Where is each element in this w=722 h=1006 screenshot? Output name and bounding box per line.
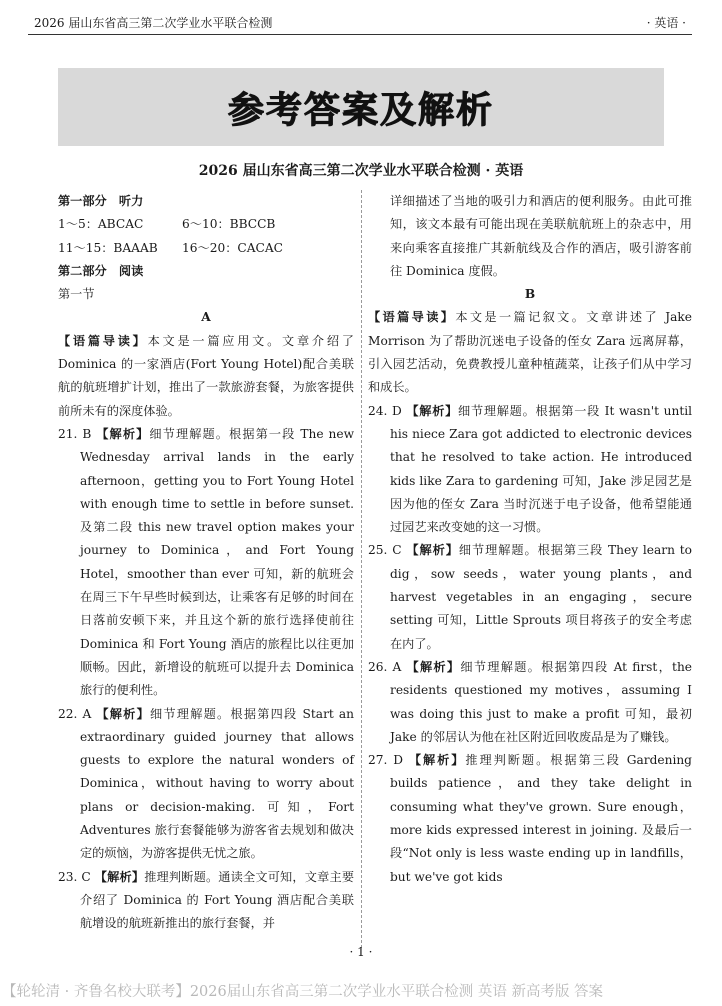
analysis-tag: 【解析】	[406, 659, 461, 674]
watermark-footer: 【轮轮清 · 齐鲁名校大联考】2026届山东省高三第二次学业水平联合检测 英语 新高考版 答案	[2, 984, 604, 1000]
passage-a-intro	[58, 330, 354, 423]
question-number: 22. A	[58, 706, 92, 721]
question-23	[58, 866, 354, 936]
intro-text: 本文是一篇应用文。文章介绍了 Dominica 的一家酒店(Fort Young Hotel)配合美联航的航班增扩计划，推出了一款旅游套餐，为旅客提供前所未有的深度体验。	[58, 333, 354, 418]
question-number: 21. B	[58, 426, 92, 441]
answer-cell: 1～5：ABCAC	[58, 217, 144, 232]
question-number: 25. C	[368, 543, 402, 558]
question-number: 23. C	[58, 869, 91, 884]
question-22	[58, 703, 354, 866]
column-divider	[361, 190, 362, 948]
right-column	[368, 190, 692, 889]
question-number: 27. D	[368, 753, 403, 768]
title-banner	[58, 68, 664, 146]
analysis-tag: 【解析】	[408, 753, 466, 768]
left-column	[58, 190, 354, 936]
question-23-continuation: 详细描述了当地的吸引力和酒店的便利服务。由此可推知，该文本最有可能出现在美联航航班上的杂志中，用来向乘客直接推广其新航线及合作的酒店，吸引游客前往 Dominica 度假。	[390, 194, 692, 278]
answer-row	[58, 213, 354, 236]
answer-cell: 16～20：CACAC	[182, 240, 283, 255]
banner-title: 参考答案及解析	[227, 89, 494, 131]
analysis-text: 细节理解题。根据第一段 It wasn't until his niece Zara got addicted to electronic devices that he resolved to take action. He introduced kids like Zara to gardening 可知，Jake 涉足园艺是因为他的侄女 Zara 当时沉迷于电子设备，他希望能通过园艺来改变她的这一习惯。	[390, 403, 693, 535]
page-number: · 1 ·	[349, 945, 373, 959]
analysis-tag: 【解析】	[406, 403, 459, 418]
document-title: 2026 届山东省高三第二次学业水平联合检测 · 英语	[198, 163, 524, 179]
analysis-tag: 【解析】	[406, 543, 459, 558]
analysis-tag: 【解析】	[94, 869, 145, 884]
intro-tag: 【语篇导读】	[368, 310, 456, 325]
intro-tag: 【语篇导读】	[58, 333, 148, 348]
question-24	[368, 400, 692, 540]
passage-a-letter: A	[201, 310, 211, 325]
intro-text: 本文是一篇记叙文。文章讲述了 Jake Morrison 为了帮助沉迷电子设备的侄女 Zara 远离屏幕，引入园艺活动，免费教授儿童种植蔬菜，让孩子们从中学习和成长。	[368, 310, 693, 395]
answer-cell: 11～15：BAAAB	[58, 240, 158, 255]
question-21	[58, 423, 354, 703]
analysis-text: 推理判断题。根据第三段 Gardening builds patience，and they take delight in consuming what they've grown. Sure enough，more kids expressed interest in joining. 及最后一段“Not only is less waste ending up in landfills，but we've got kids	[390, 753, 692, 884]
answer-cell: 6～10：BBCCB	[182, 217, 276, 232]
part1-heading: 第一部分 听力	[58, 194, 144, 208]
question-25	[368, 539, 692, 655]
analysis-text: 细节理解题。根据第四段 Start an extraordinary guided journey that allows guests to explore the natural wonders of Dominica，without having to worry about plans or decision-making. 可知，Fort Adventures 旅行套餐能够为游客省去规划和做决定的烦恼，为游客提供无忧之旅。	[80, 706, 354, 861]
analysis-text: 细节理解题。根据第三段 They learn to dig，sow seeds，water young plants，and harvest vegetables in an engaging，secure setting 可知，Little Sprouts 项目将孩子的安全考虑在内了。	[390, 543, 692, 651]
answer-row	[58, 237, 354, 260]
question-number: 24. D	[368, 403, 402, 418]
analysis-text: 细节理解题。根据第一段 The new Wednesday arrival lands in the early afternoon，getting you to Fort Young Hotel with enough time to settle in before sunset. 及第二段 this new travel option makes your journey to Dominica，and Fort Young Hotel，smoother than ever 可知，新的航班会在周三下午早些时候到达，让乘客有足够的时间在日落前安顿下来，并且这个新的旅行选择使前往 Dominica 和 Fort Young 酒店的旅程比以往更加顺畅。因此，新增设的航班可以提升去 Dominica 旅行的便利性。	[80, 426, 355, 698]
analysis-text: 细节理解题。根据第四段 At first，the residents questioned my motives，assuming I was doing this just to make a profit 可知，最初 Jake 的邻居认为他在社区附近回收废品是为了赚钱。	[390, 659, 693, 744]
analysis-text: 推理判断题。通读全文可知，文章主要介绍了 Dominica 的 Fort Young 酒店配合美联航增设的航班新推出的旅行套餐，并	[80, 869, 355, 931]
part2-heading: 第二部分 阅读	[58, 263, 144, 278]
section-label: 第一节	[58, 287, 95, 302]
header-subject: · 英语 ·	[646, 16, 686, 30]
analysis-tag: 【解析】	[96, 426, 150, 441]
passage-b-letter: B	[524, 287, 536, 302]
header-exam-title: 2026 届山东省高三第二次学业水平联合检测	[34, 16, 273, 30]
question-26	[368, 656, 692, 749]
analysis-tag: 【解析】	[96, 706, 150, 721]
page-header	[28, 10, 692, 35]
passage-b-intro	[368, 306, 692, 399]
question-number: 26. A	[368, 659, 402, 674]
question-27	[368, 749, 692, 889]
